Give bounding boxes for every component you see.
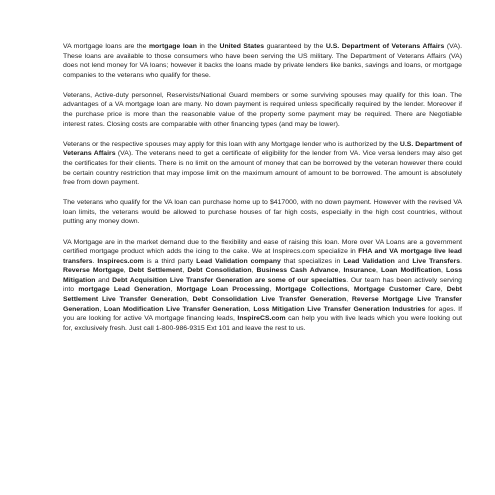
text-run: , (123, 267, 129, 275)
bold-text: Debt Settlement (128, 267, 183, 275)
text-run: that specializes in (280, 257, 344, 265)
bold-text: Mortgage Collections (275, 286, 348, 294)
text-run: , (182, 267, 188, 275)
bold-text: Business Cash Advance (256, 267, 339, 275)
text-run: , (338, 267, 344, 275)
text-run: , (346, 296, 352, 304)
text-run: Veterans, Active-duty personnel, Reservists/National Guard members or some surviving spouses may qualify for this loan. The advantages of a VA mortgage loan are many. No down payment is required unless specifically required by the lender. Moreover if the purchase price is more than the reasonable value of the property some payment may be required. There are Negotiable interest rates. Closing costs are comparable with other financing types (and may be lower). (63, 91, 462, 128)
text-run: , (99, 305, 104, 313)
text-run: can help you with live leads which you were looking out for, exclusively fresh. Just call 1-800-986-9315 Ext 101 and leave the rest to us. (63, 315, 462, 332)
paragraph-2 (63, 91, 462, 129)
bold-text: Live Transfers (412, 257, 461, 265)
paragraph-4 (63, 198, 462, 227)
text-run: is a third party (143, 257, 197, 265)
bold-text: Debt Consolidation Live Transfer Generation (192, 296, 347, 304)
bold-text: mortgage loan (148, 43, 197, 50)
text-run: VA Mortgage are in the market demand due to the flexibility and ease of raising this loan. More over VA Loans are a government certified mortgage product which adds the icing to the cake. We at Inspirecs.com specialize in (63, 238, 462, 256)
text-run: and (95, 276, 113, 284)
text-run: . Our team has been actively serving into (63, 276, 463, 294)
text-run: (VA). These loans are available to those consumers who have been serving the US military. The Department of Veterans Affairs (VA) does not lend money for VA loans; however it backs the loans made by private lenders like banks, savings and loans, or mortgage companies to the veterans who qualify for these. (63, 43, 463, 79)
bold-text: Lead Validation (343, 257, 395, 265)
text-run: , (170, 286, 177, 294)
text-run: , (375, 267, 381, 275)
bold-text: Loss Mitigation (63, 267, 463, 284)
bold-text: mortgage Lead Generation (78, 286, 171, 294)
text-run: , (248, 305, 254, 313)
bold-text: Debt Settlement Live Transfer Generation (63, 286, 462, 304)
text-run: , (186, 296, 193, 304)
bold-text: Mortgage Customer Care (353, 286, 441, 294)
text-run: , (440, 286, 447, 294)
bold-text: Inspirecs.com (97, 257, 144, 265)
bold-text: Lead Validation company (196, 257, 281, 265)
paragraph-5 (63, 238, 462, 334)
text-run: , (251, 267, 257, 275)
bold-text: Debt Consolidation (187, 267, 252, 275)
text-run: guaranteed by the (264, 43, 326, 50)
bold-text: U.S. Department of Veterans Affairs (63, 140, 462, 158)
bold-text: Insurance (343, 267, 376, 275)
bold-text: Reverse Mortgage Live Transfer Generation (63, 296, 462, 313)
bold-text: Mortgage Loan Processing (176, 286, 270, 294)
document-body (63, 42, 462, 333)
bold-text: InspireCS.com (237, 315, 286, 323)
bold-text: Loan Modification Live Transfer Generation (103, 305, 249, 313)
paragraph-3 (63, 140, 462, 188)
text-run: . (460, 257, 462, 265)
text-run: , (347, 286, 354, 294)
text-run: Veterans or the respective spouses may apply for this loan with any Mortgage lender who is authorized by the (63, 140, 400, 148)
text-run: , (269, 286, 276, 294)
bold-text: Loss Mitigation Live Transfer Generation Industries (253, 305, 426, 313)
text-run: (VA). The veterans need to get a certificate of eligibility for the lender from VA. Vice versa lenders may also get the certificates for their clients. There is no limit on the amount of money that can be borrowed by the veteran however there could be certain country restriction that may impose limit on the maximum amount of amount to be borrowed. The amount is absolutely free from down payment. (63, 150, 462, 187)
bold-text: United States (219, 43, 265, 50)
paragraph-1 (63, 42, 462, 80)
text-run: for ages. If you are looking for active VA mortgage financing leads, (63, 305, 463, 323)
text-run: , (440, 267, 446, 275)
bold-text: Debt Acquisition Live Transfer Generation are some of our specialties (112, 276, 347, 284)
bold-text: Reverse Mortgage (63, 267, 124, 275)
bold-text: Loan Modification (380, 267, 441, 275)
text-run: . (92, 257, 98, 265)
bold-text: FHA and VA mortgage live lead transfers (63, 248, 462, 265)
text-run: in the (196, 43, 220, 50)
text-run: and (394, 257, 413, 265)
bold-text: U.S. Department of Veterans Affairs (325, 43, 445, 50)
text-run: The veterans who qualify for the VA loan can purchase home up to $417000, with no down payment. However with the revised VA loan limits, the veterans would be allowed to purchase houses of far high costs, especially in the high cost countries, without putting any money down. (63, 199, 462, 226)
text-run: VA mortgage loans are the (63, 43, 149, 50)
